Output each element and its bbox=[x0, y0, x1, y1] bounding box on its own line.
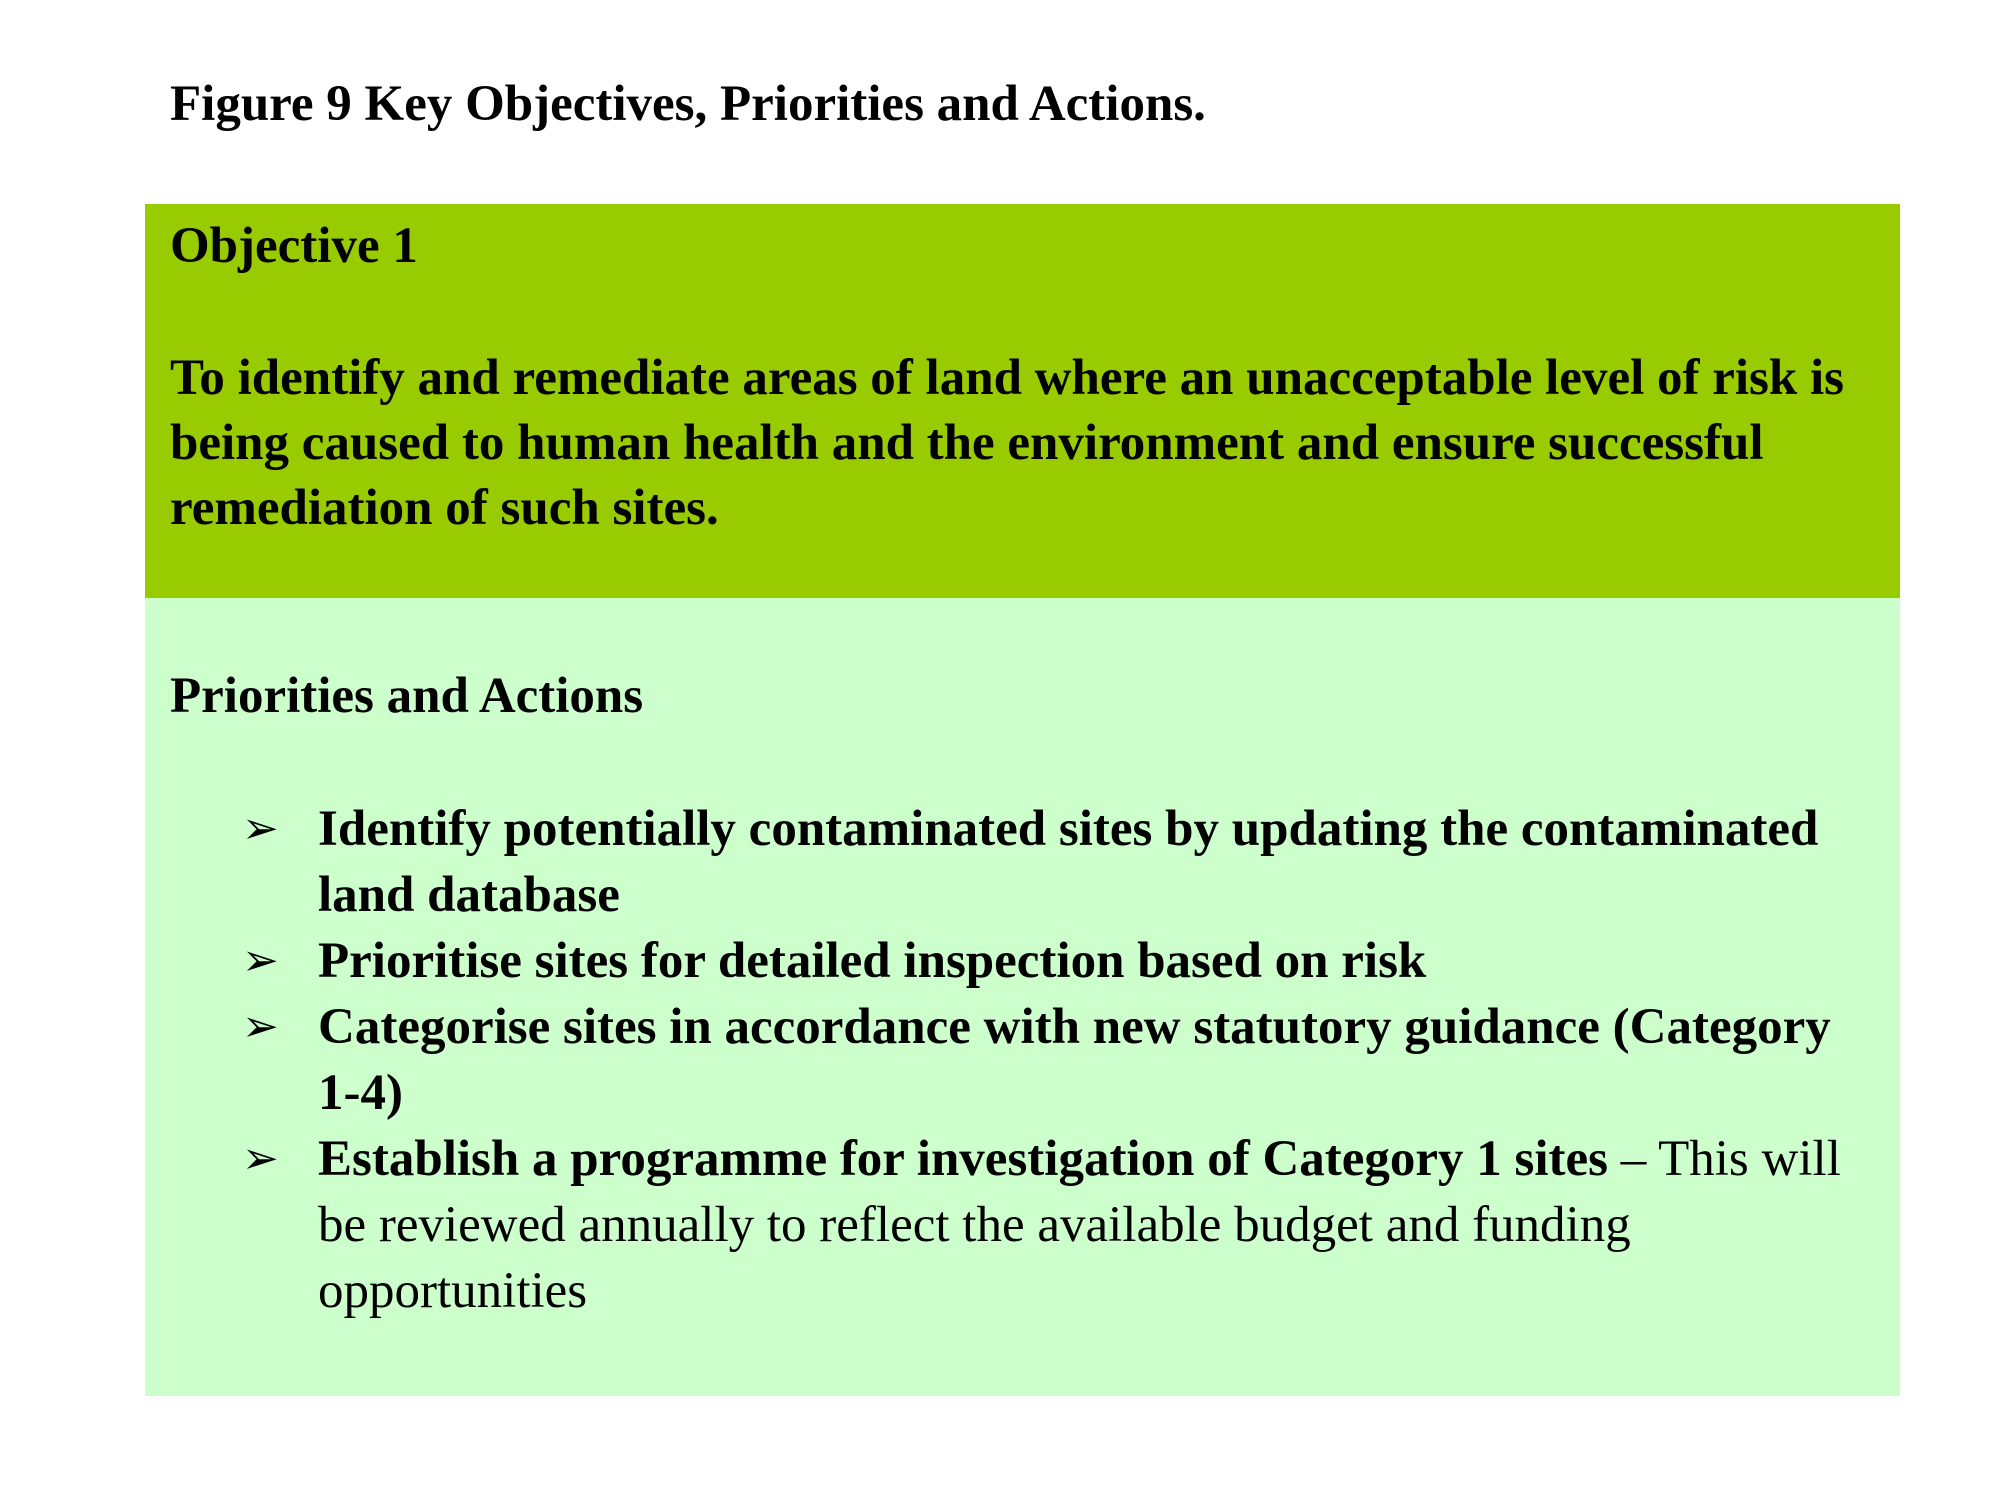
objective-description: To identify and remediate areas of land where an unacceptable level of risk is being caused to human health and the environment and ensure successful remediation of such sites. bbox=[170, 350, 1845, 536]
action-item bbox=[170, 1126, 1858, 1324]
arrowhead-bullet-icon: ➢ bbox=[242, 935, 279, 986]
figure-title: Figure 9 Key Objectives, Priorities and Actions. bbox=[170, 76, 1206, 132]
objective-heading: Objective 1 bbox=[170, 218, 418, 274]
action-item bbox=[170, 928, 1858, 994]
objective-panel bbox=[145, 204, 1900, 598]
action-item bbox=[170, 796, 1858, 928]
arrowhead-bullet-icon: ➢ bbox=[242, 1001, 279, 1052]
action-note: – This will be reviewed annually to reflect the available budget and funding opportunities bbox=[318, 1131, 1841, 1319]
action-text: Establish a programme for investigation of Category 1 sites bbox=[318, 1131, 1609, 1187]
action-text: Identify potentially contaminated sites by updating the contaminated land database bbox=[318, 801, 1819, 923]
priorities-panel bbox=[145, 598, 1900, 1396]
arrowhead-bullet-icon: ➢ bbox=[242, 803, 279, 854]
arrowhead-bullet-icon: ➢ bbox=[242, 1133, 279, 1184]
action-text: Prioritise sites for detailed inspection based on risk bbox=[318, 933, 1427, 989]
action-item bbox=[170, 994, 1858, 1126]
action-text: Categorise sites in accordance with new statutory guidance (Category 1-4) bbox=[318, 999, 1831, 1121]
priorities-heading: Priorities and Actions bbox=[170, 668, 644, 724]
action-list bbox=[170, 796, 1900, 1324]
